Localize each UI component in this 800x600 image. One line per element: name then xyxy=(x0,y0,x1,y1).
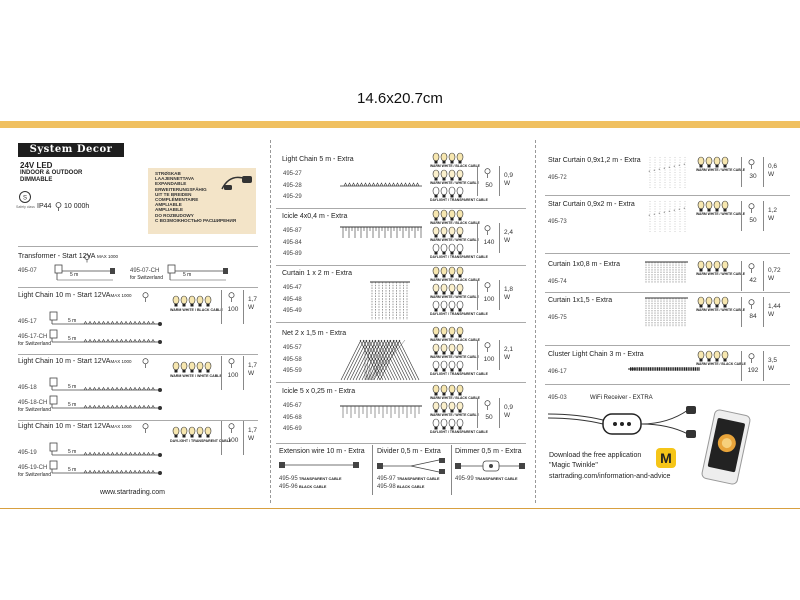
section-divider xyxy=(545,345,790,346)
bulb-legend-icon xyxy=(697,296,731,308)
section-divider xyxy=(545,292,790,293)
spec-divider xyxy=(763,351,764,381)
app-badge-icon: M xyxy=(656,448,676,468)
led-count: 30 xyxy=(749,173,757,180)
cable-length: 5 m xyxy=(68,336,77,342)
color-legend: DAYLIGHT / TRANSPARENT CABLE xyxy=(170,439,232,443)
color-legend: WARM WHITE / WHITE CABLE xyxy=(430,413,479,417)
svg-text:*: * xyxy=(648,213,651,218)
safety-class-icon xyxy=(18,191,32,205)
cable-length: 5 m xyxy=(68,384,77,390)
color-legend: WARM WHITE / WHITE CABLE xyxy=(696,212,745,216)
bulb-icon xyxy=(228,423,235,434)
bulb-legend-icon xyxy=(172,295,214,307)
wattage-unit: W xyxy=(504,294,511,301)
wattage-unit: W xyxy=(768,311,775,318)
safety-class-label: Safety class xyxy=(16,205,35,209)
product-title: Icicle 5 x 0,25 m - Extra xyxy=(282,388,356,395)
extension-wire-diagram xyxy=(279,460,359,470)
spec-voltage: 24V LED xyxy=(20,161,53,170)
product-code: 495-03 xyxy=(548,395,567,401)
product-code: 495-87 xyxy=(283,228,302,234)
product-code: 495-27 xyxy=(283,171,302,177)
cable-legend: TRANSPARENT CABLE xyxy=(299,477,342,481)
bulb-icon xyxy=(228,292,235,303)
product-diagram xyxy=(340,340,425,380)
wattage-value: 0,9 xyxy=(504,172,514,179)
bulb-legend-icon xyxy=(432,384,466,396)
wattage-unit: W xyxy=(768,171,775,178)
wattage-value: 2,1 xyxy=(504,346,514,353)
product-code: 496-17 xyxy=(548,369,567,375)
product-diagram xyxy=(340,223,425,263)
color-legend: DAYLIGHT / TRANSPARENT CABLE xyxy=(430,255,488,259)
color-legend: WARM WHITE / WHITE CABLE xyxy=(170,374,222,378)
top-border xyxy=(0,121,800,128)
bulb-icon xyxy=(142,358,149,369)
cable-legend: TRANSPARENT CABLE xyxy=(397,477,440,481)
product-code: 495-07 xyxy=(18,268,37,274)
svg-text:*: * xyxy=(683,162,686,167)
bulb-legend-icon xyxy=(432,169,466,181)
language-item: AMPLIABLE xyxy=(155,202,182,208)
svg-text:*: * xyxy=(653,212,656,217)
product-code: 495-29 xyxy=(283,194,302,200)
wattage-value: 1,7 xyxy=(248,427,258,434)
wattage-unit: W xyxy=(248,435,255,442)
product-code: 495-19-CH xyxy=(18,465,48,471)
color-legend: WARM WHITE / BLACK CABLE xyxy=(430,338,480,342)
product-code: 495-59 xyxy=(283,368,302,374)
divider-diagram xyxy=(377,458,447,474)
app-download-text: Download the free application xyxy=(549,452,642,459)
cable-length: 5 m xyxy=(70,272,79,278)
bulb-legend-icon xyxy=(697,200,731,212)
transformer-max: MAX 1000 xyxy=(96,254,118,259)
product-code: 495-97 xyxy=(377,476,396,482)
wattage-value: 1,8 xyxy=(504,286,514,293)
wattage-unit: W xyxy=(504,354,511,361)
spec-divider xyxy=(499,398,500,428)
spec-divider xyxy=(499,340,500,370)
product-diagram xyxy=(640,351,690,385)
color-legend: WARM WHITE / BLACK CABLE xyxy=(696,362,746,366)
spec-divider xyxy=(243,290,244,324)
bulb-icon xyxy=(55,202,62,212)
language-item: DO ROZBUDOWY xyxy=(155,212,194,218)
spec-divider xyxy=(499,166,500,196)
switzerland-note: for Switzerland xyxy=(18,407,52,413)
led-count: 100 xyxy=(227,306,239,313)
bulb-icon xyxy=(142,423,149,434)
bulb-icon xyxy=(748,263,755,274)
wattage-unit: W xyxy=(504,412,511,419)
spec-divider xyxy=(763,297,764,327)
bulb-legend-icon xyxy=(432,226,466,238)
product-title: Curtain 1 x 2 m - Extra xyxy=(282,270,353,277)
spec-divider xyxy=(221,421,222,455)
product-diagram xyxy=(640,157,690,191)
spec-divider xyxy=(477,166,478,196)
switzerland-note: for Switzerland xyxy=(130,275,164,281)
product-title-text: Light Chain 10 m - Start 12VA xyxy=(18,292,111,299)
product-title xyxy=(18,358,132,366)
light-chain-diagram xyxy=(80,338,160,346)
spec-ip-rating: IP44 xyxy=(37,203,52,210)
bulb-legend-icon xyxy=(432,209,466,221)
led-count: 192 xyxy=(747,367,759,374)
bulb-legend-icon xyxy=(172,426,214,438)
cable-length: 5 m xyxy=(68,402,77,408)
bulb-legend-icon xyxy=(432,186,466,198)
section-divider xyxy=(545,253,790,254)
product-title: Star Curtain 0,9x2 m - Extra xyxy=(548,201,635,208)
color-legend: WARM WHITE / WHITE CABLE xyxy=(430,181,479,185)
language-item: COMPLÉMENTAIRE xyxy=(155,197,199,203)
spec-divider xyxy=(763,201,764,231)
product-code: 495-47 xyxy=(283,285,302,291)
divider-gap xyxy=(528,128,542,138)
svg-text:*: * xyxy=(658,167,661,172)
color-legend: WARM WHITE / BLACK CABLE xyxy=(430,221,480,225)
spec-lifetime: 10 000h xyxy=(64,203,90,210)
led-count: 42 xyxy=(749,277,757,284)
product-code: 495-75 xyxy=(548,315,567,321)
section-divider xyxy=(276,265,526,266)
led-count: 100 xyxy=(227,437,239,444)
led-count: 50 xyxy=(749,217,757,224)
color-legend: WARM WHITE / WHITE CABLE xyxy=(430,295,479,299)
wattage-value: 1,7 xyxy=(248,296,258,303)
product-code: 495-67 xyxy=(283,403,302,409)
svg-text:*: * xyxy=(668,209,671,214)
section-divider xyxy=(276,443,526,444)
wattage-value: 1,2 xyxy=(768,207,778,214)
spec-divider xyxy=(243,421,244,455)
section-divider xyxy=(18,246,258,247)
led-count: 100 xyxy=(227,372,239,379)
product-max: MAX 1000 xyxy=(110,359,132,364)
led-count: 140 xyxy=(483,239,495,246)
section-divider xyxy=(18,287,258,288)
product-title-text: Light Chain 10 m - Start 12VA xyxy=(18,423,111,430)
section-divider xyxy=(545,195,790,196)
wattage-value: 1,44 xyxy=(768,303,781,310)
product-max: MAX 1000 xyxy=(110,424,132,429)
bulb-icon xyxy=(484,282,491,293)
spec-divider xyxy=(477,340,478,370)
bulb-icon xyxy=(228,358,235,369)
svg-text:*: * xyxy=(678,207,681,212)
svg-text:*: * xyxy=(668,165,671,170)
svg-text:S: S xyxy=(22,195,28,202)
transformer-title-text: Transformer - Start 12VA xyxy=(18,253,96,260)
smartphone-icon xyxy=(706,410,754,488)
connector-plug-icon xyxy=(220,171,254,193)
language-item: STRØSKAB xyxy=(155,171,181,176)
color-legend: WARM WHITE / WHITE CABLE xyxy=(430,355,479,359)
spec-divider xyxy=(763,261,764,291)
product-title: Icicle 4x0,4 m - Extra xyxy=(282,213,348,220)
wifi-receiver-title: WiFi Receiver - EXTRA xyxy=(590,395,653,401)
light-chain-diagram xyxy=(80,469,160,477)
product-code: 495-49 xyxy=(283,308,302,314)
wattage-unit: W xyxy=(504,180,511,187)
switzerland-note: for Switzerland xyxy=(18,472,52,478)
wattage-value: 1,7 xyxy=(248,362,258,369)
color-legend: WARM WHITE / BLACK CABLE xyxy=(430,396,480,400)
wattage-unit: W xyxy=(768,215,775,222)
bulb-legend-icon xyxy=(432,300,466,312)
product-max: MAX 1000 xyxy=(110,293,132,298)
product-title: Light Chain 5 m - Extra xyxy=(282,156,354,163)
cable-length: 5 m xyxy=(68,467,77,473)
bulb-icon xyxy=(748,299,755,310)
led-count: 50 xyxy=(485,182,493,189)
svg-text:*: * xyxy=(658,211,661,216)
column-divider-2 xyxy=(535,135,536,503)
bulb-legend-icon xyxy=(697,350,731,362)
spec-divider xyxy=(477,280,478,310)
bottom-border xyxy=(0,508,800,509)
spec-divider xyxy=(499,280,500,310)
bulb-legend-icon xyxy=(697,156,731,168)
product-code: 495-99 xyxy=(455,476,474,482)
color-legend: WARM WHITE / BLACK CABLE xyxy=(430,278,480,282)
cable-legend: TRANSPARENT CABLE xyxy=(475,477,518,481)
led-count: 50 xyxy=(485,414,493,421)
bulb-legend-icon xyxy=(432,152,466,164)
product-title: Net 2 x 1,5 m - Extra xyxy=(282,330,347,337)
product-code: 495-89 xyxy=(283,251,302,257)
spec-divider xyxy=(221,290,222,324)
svg-text:*: * xyxy=(648,169,651,174)
bulb-legend-icon xyxy=(432,283,466,295)
product-diagram xyxy=(640,297,690,331)
color-legend: DAYLIGHT / TRANSPARENT CABLE xyxy=(430,430,488,434)
wattage-unit: W xyxy=(768,275,775,282)
switzerland-note: for Switzerland xyxy=(18,341,52,347)
bulb-legend-icon xyxy=(432,360,466,372)
language-item: UIT TE BREIDEN xyxy=(155,191,192,197)
spec-divider xyxy=(221,356,222,390)
cable-length: 5 m xyxy=(68,318,77,324)
svg-text:*: * xyxy=(678,163,681,168)
cable-length: 5 m xyxy=(183,272,192,278)
product-code: 495-48 xyxy=(283,296,302,303)
product-title: Star Curtain 0,9x1,2 m - Extra xyxy=(548,157,641,164)
bulb-legend-icon xyxy=(432,326,466,338)
section-divider xyxy=(276,322,526,323)
product-code: 495-95 xyxy=(279,476,298,482)
bulb-legend-icon xyxy=(172,361,214,373)
product-code: 495-17-CH xyxy=(18,334,48,340)
section-divider xyxy=(18,420,258,421)
product-code: 495-68 xyxy=(283,414,302,421)
product-diagram xyxy=(340,398,425,438)
bulb-icon xyxy=(484,168,491,179)
product-code: 495-28 xyxy=(283,182,302,189)
bulb-legend-icon xyxy=(432,243,466,255)
light-chain-diagram xyxy=(80,320,160,328)
bulb-icon xyxy=(84,254,90,263)
product-diagram xyxy=(340,280,425,320)
bulb-icon xyxy=(484,400,491,411)
bulb-legend-icon xyxy=(432,401,466,413)
product-code: 495-72 xyxy=(548,175,567,181)
section-divider xyxy=(18,354,258,355)
wifi-receiver-diagram xyxy=(548,402,708,446)
spec-usage: INDOOR & OUTDOOR xyxy=(20,170,83,176)
product-code: 495-57 xyxy=(283,345,302,351)
spec-divider xyxy=(243,356,244,390)
product-title: Curtain 1x0,8 m - Extra xyxy=(548,261,620,268)
product-title: Curtain 1x1,5 - Extra xyxy=(548,297,613,304)
led-count: 100 xyxy=(483,356,495,363)
product-code: 495-18-CH xyxy=(18,400,48,406)
light-chain-diagram xyxy=(80,386,160,394)
product-title-text: Light Chain 10 m - Start 12VA xyxy=(18,358,111,365)
wattage-value: 2,4 xyxy=(504,229,514,236)
accessory-title: Divider 0,5 m - Extra xyxy=(377,448,441,455)
color-legend: WARM WHITE / BLACK CABLE xyxy=(430,164,480,168)
language-item: EXPANDABLE xyxy=(155,181,187,187)
product-code: 495-19 xyxy=(18,450,37,456)
transformer-title xyxy=(18,253,118,261)
bulb-legend-icon xyxy=(432,266,466,278)
color-legend: WARM WHITE / WHITE CABLE xyxy=(696,308,745,312)
wattage-value: 0,6 xyxy=(768,163,778,170)
spec-divider xyxy=(499,223,500,253)
column-divider-1 xyxy=(270,135,271,503)
cable-legend: BLACK CABLE xyxy=(299,485,327,489)
led-count: 84 xyxy=(749,313,757,320)
transformer-plug-diagram xyxy=(55,265,115,283)
spec-divider xyxy=(763,157,764,187)
wattage-unit: W xyxy=(504,237,511,244)
wattage-value: 0,72 xyxy=(768,267,781,274)
wattage-value: 0,9 xyxy=(504,404,514,411)
light-chain-diagram xyxy=(80,404,160,412)
advice-link[interactable]: startrading.com/information-and-advice xyxy=(549,473,671,480)
product-code: 495-17 xyxy=(18,319,37,325)
product-code: 495-98 xyxy=(377,484,396,490)
dimension-label: 14.6x20.7cm xyxy=(357,90,443,107)
product-title xyxy=(18,292,132,300)
product-code: 495-73 xyxy=(548,219,567,225)
spec-divider xyxy=(477,398,478,428)
product-code: 495-69 xyxy=(283,426,302,432)
transformer-plug-diagram xyxy=(168,265,228,283)
wattage-value: 3,5 xyxy=(768,357,778,364)
spec-divider xyxy=(741,201,742,231)
wattage-unit: W xyxy=(248,370,255,377)
product-code: 495-74 xyxy=(548,279,567,285)
svg-text:*: * xyxy=(673,208,676,213)
color-legend: WARM WHITE / WHITE CABLE xyxy=(696,272,745,276)
dimmer-diagram xyxy=(455,460,525,472)
svg-text:*: * xyxy=(673,164,676,169)
svg-text:*: * xyxy=(663,166,666,171)
section-divider xyxy=(276,382,526,383)
product-code: 495-58 xyxy=(283,356,302,363)
bulb-icon xyxy=(748,203,755,214)
website-link[interactable]: www.startrading.com xyxy=(100,489,165,496)
color-legend: DAYLIGHT / TRANSPARENT CABLE xyxy=(430,198,488,202)
language-item: ERWEITERUNGSFÄHIG xyxy=(155,186,207,192)
section-divider xyxy=(545,384,790,385)
language-item: AMPLIABILE xyxy=(155,207,184,213)
spec-dimmable: DIMMABLE xyxy=(20,177,53,183)
app-name: "Magic Twinkle" xyxy=(549,462,598,469)
bulb-icon xyxy=(748,353,755,364)
led-count: 100 xyxy=(483,296,495,303)
bulb-legend-icon xyxy=(432,343,466,355)
product-diagram xyxy=(640,201,690,235)
light-chain-diagram xyxy=(80,451,160,459)
bulb-icon xyxy=(484,342,491,353)
language-item: С ВОЗМОЖНОСТЬЮ РАСШИРЕНИЯ xyxy=(155,217,237,223)
product-code: 495-07-CH xyxy=(130,268,160,274)
svg-text:*: * xyxy=(663,210,666,215)
color-legend: DAYLIGHT / TRANSPARENT CABLE xyxy=(430,312,488,316)
bulb-icon xyxy=(484,225,491,236)
cable-length: 5 m xyxy=(68,449,77,455)
spec-divider xyxy=(741,351,742,381)
accessory-divider xyxy=(372,445,373,495)
accessory-title: Extension wire 10 m - Extra xyxy=(279,448,365,455)
product-title xyxy=(18,423,132,431)
bulb-legend-icon xyxy=(432,418,466,430)
bulb-legend-icon xyxy=(697,260,731,272)
wattage-unit: W xyxy=(248,304,255,311)
spec-divider xyxy=(741,297,742,327)
wattage-unit: W xyxy=(768,365,775,372)
spec-divider xyxy=(741,157,742,187)
product-title: Cluster Light Chain 3 m - Extra xyxy=(548,351,644,358)
bulb-icon xyxy=(142,292,149,303)
spec-divider xyxy=(741,261,742,291)
product-code: 495-18 xyxy=(18,385,37,391)
color-legend: DAYLIGHT / TRANSPARENT CABLE xyxy=(430,372,488,376)
section-divider xyxy=(276,208,526,209)
bulb-icon xyxy=(748,159,755,170)
color-legend: WARM WHITE / WHITE CABLE xyxy=(696,168,745,172)
product-code: 495-84 xyxy=(283,239,302,246)
svg-text:*: * xyxy=(683,206,686,211)
spec-divider xyxy=(477,223,478,253)
product-code: 495-96 xyxy=(279,484,298,490)
color-legend: WARM WHITE / BLACK CABLE xyxy=(170,308,223,312)
product-diagram xyxy=(640,261,690,295)
accessory-title: Dimmer 0,5 m - Extra xyxy=(455,448,522,455)
svg-text:*: * xyxy=(653,168,656,173)
brand-logo: System Decor xyxy=(18,143,124,157)
cable-legend: BLACK CABLE xyxy=(397,485,425,489)
color-legend: WARM WHITE / WHITE CABLE xyxy=(430,238,479,242)
divider-gap xyxy=(263,128,277,138)
accessory-divider xyxy=(451,445,452,495)
language-item: LAAJENNETTAVA xyxy=(155,176,195,182)
product-diagram xyxy=(340,166,425,206)
